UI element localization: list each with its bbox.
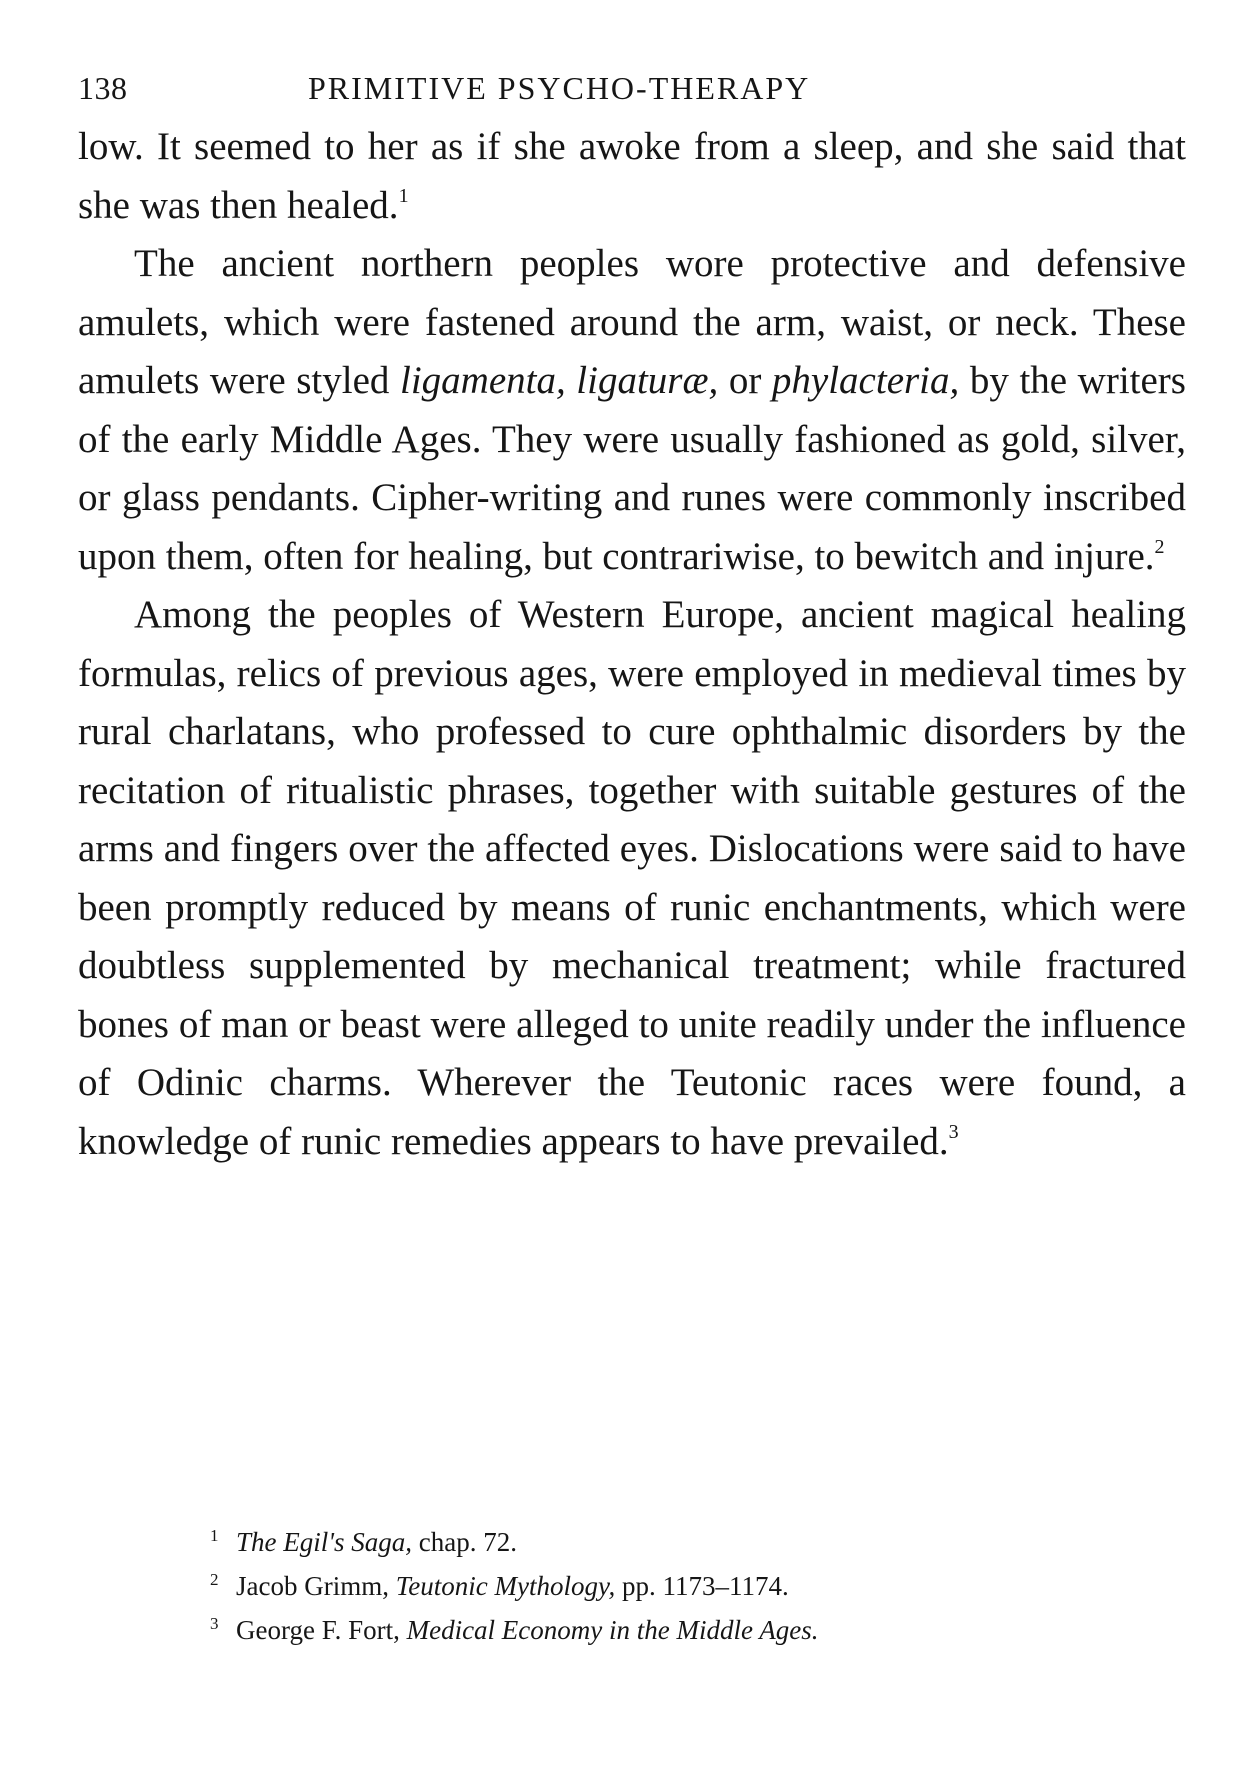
footnote-title: Medical Economy in the Middle Ages. — [406, 1615, 819, 1645]
footnote-author: Jacob Grimm, — [236, 1571, 396, 1601]
footnotes — [210, 1520, 1150, 1652]
running-head: PRIMITIVE PSYCHO-THERAPY — [308, 70, 811, 106]
paragraph-1 — [78, 118, 1186, 235]
footnote-ref-1: 1 — [398, 184, 409, 207]
footnote-text: chap. 72. — [412, 1527, 517, 1557]
footnote-title: The Egil's Saga, — [236, 1527, 413, 1557]
footnote-ref-3: 3 — [948, 1120, 959, 1143]
footnote-author: George F. Fort, — [236, 1615, 407, 1645]
paragraph-2 — [78, 235, 1186, 586]
page-number: 138 — [78, 70, 128, 106]
footnote-title: Teutonic Mythology, — [395, 1571, 616, 1601]
term-phylacteria: phylacteria, — [771, 359, 960, 402]
footnote-3: 3 George F. Fort, Medical Economy in the Middle Ages. — [210, 1614, 819, 1645]
page-header — [78, 56, 1186, 118]
paragraph-1-text: low. It seemed to her as if she awoke from a sleep, and she said that she was then healed. — [78, 125, 1186, 227]
footnote-2: 2 Jacob Grimm, Teutonic Mythology, pp. 1173–1174. — [210, 1570, 789, 1601]
paragraph-2-text-b: or — [718, 359, 772, 402]
paragraph-3-text: Among the peoples of Western Europe, ancient magical healing formulas, relics of previous ages, were employed in medieval times by rural charlatans, who professed to cure ophthalmic disorders by the recitation of ritualistic phrases, together with suitable gestures of the arms and fingers over the affected eyes. Dislocations were said to have been promptly reduced by means of runic enchantments, which were doubtless supplemented by mechanical treatment; while fractured bones of man or beast were alleged to unite readily under the influence of Odinic charms. Wherever the Teutonic races were found, a knowledge of runic remedies appears to have prevailed. — [78, 593, 1186, 1163]
body-text — [78, 118, 1186, 1171]
footnote-1: 1 The Egil's Saga, chap. 72. — [210, 1526, 517, 1557]
paragraph-3 — [78, 586, 1186, 1171]
footnote-ref-2: 2 — [1154, 535, 1165, 558]
paragraph-2-text-c: by the writers of the early Middle Ages. They were usually fashioned as gold, silver, or glass pendants. Cipher-writing and runes were commonly inscribed upon them, often for healing, but contrariwise, to bewitch and injure. — [78, 359, 1186, 578]
footnote-text: pp. 1173–1174. — [615, 1571, 789, 1601]
book-page — [78, 56, 1186, 1736]
term-ligamenta: ligamenta, ligaturæ, — [399, 359, 719, 402]
paragraph-2-text-a: The ancient northern peoples wore protective and defensive amulets, which were fastened around the arm, waist, or neck. These amulets were styled — [78, 242, 1186, 402]
